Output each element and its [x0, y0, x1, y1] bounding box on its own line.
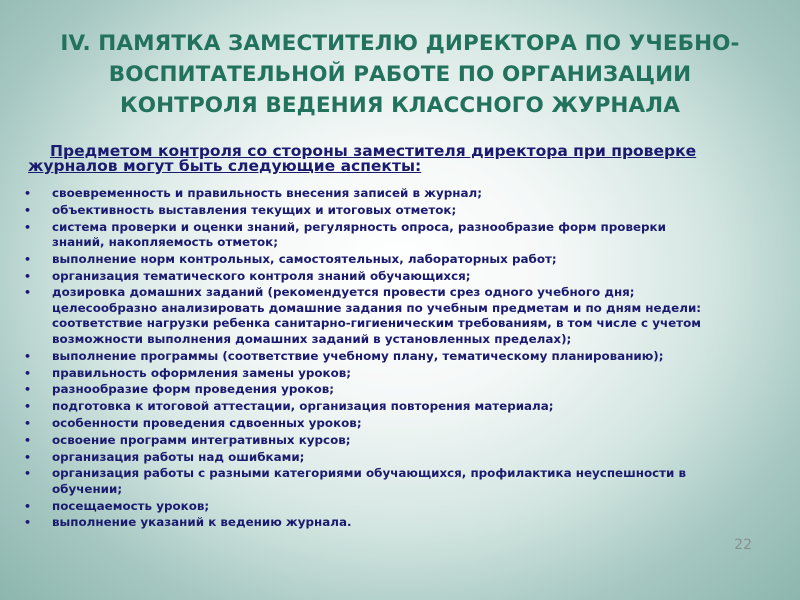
list-item-line: обучении;	[52, 481, 123, 496]
list-item	[24, 466, 776, 497]
list-item-line: соответствие нагрузки ребенка санитарно-гигиеническим требованиям, в том числе с учетом	[52, 316, 701, 331]
bullet-icon: •	[24, 252, 32, 266]
slide-title-line: ВОСПИТАТЕЛЬНОЙ РАБОТЕ ПО ОРГАНИЗАЦИИ	[108, 62, 692, 87]
list-item-line: знаний, накопляемость отметок;	[52, 235, 279, 250]
list-item	[24, 399, 776, 415]
bullet-icon: •	[24, 450, 32, 464]
slide-title-line: КОНТРОЛЯ ВЕДЕНИЯ КЛАССНОГО ЖУРНАЛА	[120, 93, 680, 118]
list-item-line: правильность оформления замены уроков;	[52, 365, 352, 380]
list-item	[24, 349, 776, 365]
list-item	[24, 515, 776, 531]
bullet-icon: •	[24, 467, 32, 481]
bullet-icon: •	[24, 366, 32, 380]
list-item-line: выполнение указаний к ведению журнала.	[52, 515, 352, 530]
list-item-line: своевременность и правильность внесения записей в журнал;	[52, 186, 482, 200]
list-item-line: объективность выставления текущих и итоговых отметок;	[52, 202, 457, 217]
page-number: 22	[734, 537, 752, 553]
list-item	[24, 416, 776, 432]
list-item-line: освоение программ интегративных курсов;	[52, 432, 351, 447]
list-item-line: выполнение норм контрольных, самостоятельных, лабораторных работ;	[52, 251, 557, 266]
list-item-line: посещаемость уроков;	[52, 498, 210, 513]
bullet-icon: •	[24, 203, 32, 217]
list-item-line: особенности проведения сдвоенных уроков;	[52, 415, 362, 430]
intro-paragraph	[28, 144, 778, 174]
bullet-icon: •	[24, 286, 32, 300]
bullet-icon: •	[24, 269, 32, 283]
list-item-line: дозировка домашних заданий (рекомендуется провести срез одного учебного дня;	[52, 285, 635, 300]
list-item	[24, 252, 776, 268]
list-item-line: организация работы с разными категориями обучающихся, профилактика неуспешности в	[52, 466, 687, 481]
list-item	[24, 499, 776, 515]
list-item-line: организация тематического контроля знаний обучающихся;	[52, 268, 471, 283]
list-item	[24, 220, 776, 251]
slide-title-line: IV. ПАМЯТКА ЗАМЕСТИТЕЛЮ ДИРЕКТОРА ПО УЧЕБНО-	[60, 31, 740, 56]
intro-line: Предметом контроля со стороны заместителя директора при проверке	[50, 142, 697, 160]
list-item-line: выполнение программы (соответствие учебному плану, тематическому планированию);	[52, 348, 664, 363]
list-item	[24, 382, 776, 398]
bullet-icon: •	[24, 187, 32, 200]
bullet-icon: •	[24, 400, 32, 414]
list-item-line: разнообразие форм проведения уроков;	[52, 382, 335, 397]
bullet-icon: •	[24, 383, 32, 397]
list-item	[24, 269, 776, 285]
bullet-icon: •	[24, 516, 32, 530]
list-item-line: возможности выполнения домашних заданий в установленных пределах);	[52, 331, 572, 346]
list-item	[24, 203, 776, 219]
list-item	[24, 433, 776, 449]
list-item	[24, 285, 776, 347]
slide-title	[20, 28, 780, 121]
list-item-line: подготовка к итоговой аттестации, организация повторения материала;	[52, 399, 554, 414]
bullet-icon: •	[24, 220, 32, 234]
bullet-icon: •	[24, 416, 32, 430]
intro-line: журналов могут быть следующие аспекты:	[28, 157, 422, 175]
aspects-list	[24, 186, 776, 532]
list-item-line: система проверки и оценки знаний, регулярность опроса, разнообразие форм проверки	[52, 219, 666, 234]
list-item	[24, 186, 776, 202]
bullet-icon: •	[24, 349, 32, 363]
bullet-icon: •	[24, 433, 32, 447]
list-item	[24, 450, 776, 466]
list-item	[24, 366, 776, 382]
bullet-icon: •	[24, 499, 32, 513]
list-item-line: организация работы над ошибками;	[52, 449, 305, 464]
list-item-line: целесообразно анализировать домашние задания по учебным предметам и по дням недели:	[52, 300, 702, 315]
